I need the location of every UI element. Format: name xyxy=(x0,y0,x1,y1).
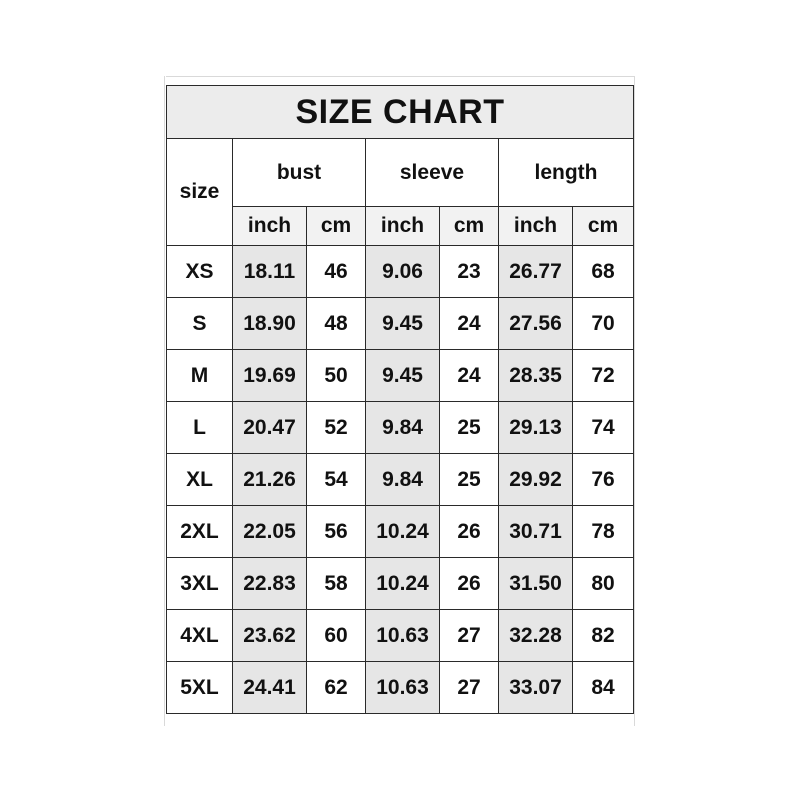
measurement-cell: 82 xyxy=(573,610,634,662)
measurement-cell: 9.45 xyxy=(366,298,440,350)
measurement-cell: 27.56 xyxy=(499,298,573,350)
measurement-cell: 10.24 xyxy=(366,506,440,558)
page-edge-top xyxy=(166,76,634,77)
measurement-cell: 54 xyxy=(307,454,366,506)
size-label: M xyxy=(167,350,233,402)
measurement-cell: 28.35 xyxy=(499,350,573,402)
measurement-cell: 29.13 xyxy=(499,402,573,454)
measurement-cell: 29.92 xyxy=(499,454,573,506)
size-label: 2XL xyxy=(167,506,233,558)
measurement-cell: 19.69 xyxy=(233,350,307,402)
table-row xyxy=(167,506,634,558)
measurement-cell: 9.45 xyxy=(366,350,440,402)
measurement-cell: 22.05 xyxy=(233,506,307,558)
unit-header: cm xyxy=(573,207,634,246)
measurement-cell: 30.71 xyxy=(499,506,573,558)
measurement-cell: 9.84 xyxy=(366,454,440,506)
measurement-cell: 23 xyxy=(440,246,499,298)
group-header-sleeve: sleeve xyxy=(366,139,499,207)
measurement-cell: 58 xyxy=(307,558,366,610)
measurement-cell: 50 xyxy=(307,350,366,402)
measurement-cell: 74 xyxy=(573,402,634,454)
measurement-cell: 25 xyxy=(440,402,499,454)
measurement-cell: 27 xyxy=(440,662,499,714)
size-label: XS xyxy=(167,246,233,298)
table-row xyxy=(167,402,634,454)
size-label: S xyxy=(167,298,233,350)
table-row xyxy=(167,298,634,350)
measurement-cell: 72 xyxy=(573,350,634,402)
size-label: 4XL xyxy=(167,610,233,662)
measurement-cell: 9.06 xyxy=(366,246,440,298)
measurement-cell: 32.28 xyxy=(499,610,573,662)
measurement-cell: 20.47 xyxy=(233,402,307,454)
measurement-cell: 25 xyxy=(440,454,499,506)
measurement-cell: 10.63 xyxy=(366,662,440,714)
unit-header: inch xyxy=(499,207,573,246)
table-row xyxy=(167,558,634,610)
measurement-cell: 84 xyxy=(573,662,634,714)
measurement-cell: 26 xyxy=(440,506,499,558)
table-row xyxy=(167,662,634,714)
measurement-cell: 24 xyxy=(440,298,499,350)
measurement-cell: 68 xyxy=(573,246,634,298)
measurement-cell: 60 xyxy=(307,610,366,662)
size-label: L xyxy=(167,402,233,454)
group-header-length: length xyxy=(499,139,634,207)
size-label: XL xyxy=(167,454,233,506)
size-column-header: size xyxy=(167,139,233,246)
page-edge-right xyxy=(634,76,635,726)
chart-title: SIZE CHART xyxy=(167,86,634,139)
measurement-cell: 23.62 xyxy=(233,610,307,662)
size-label: 5XL xyxy=(167,662,233,714)
measurement-cell: 48 xyxy=(307,298,366,350)
group-header-bust: bust xyxy=(233,139,366,207)
measurement-cell: 22.83 xyxy=(233,558,307,610)
measurement-cell: 21.26 xyxy=(233,454,307,506)
measurement-cell: 24 xyxy=(440,350,499,402)
measurement-cell: 26.77 xyxy=(499,246,573,298)
measurement-cell: 46 xyxy=(307,246,366,298)
measurement-cell: 31.50 xyxy=(499,558,573,610)
table-row xyxy=(167,350,634,402)
measurement-cell: 78 xyxy=(573,506,634,558)
measurement-cell: 18.90 xyxy=(233,298,307,350)
unit-header: cm xyxy=(440,207,499,246)
measurement-cell: 33.07 xyxy=(499,662,573,714)
measurement-cell: 80 xyxy=(573,558,634,610)
table-row xyxy=(167,454,634,506)
measurement-cell: 56 xyxy=(307,506,366,558)
measurement-cell: 62 xyxy=(307,662,366,714)
size-chart-table xyxy=(166,85,634,714)
measurement-cell: 9.84 xyxy=(366,402,440,454)
page-edge-left xyxy=(164,76,165,726)
measurement-cell: 70 xyxy=(573,298,634,350)
measurement-cell: 18.11 xyxy=(233,246,307,298)
measurement-cell: 24.41 xyxy=(233,662,307,714)
measurement-cell: 10.24 xyxy=(366,558,440,610)
unit-header: cm xyxy=(307,207,366,246)
table-row xyxy=(167,246,634,298)
measurement-cell: 52 xyxy=(307,402,366,454)
measurement-cell: 27 xyxy=(440,610,499,662)
table-row xyxy=(167,610,634,662)
measurement-cell: 26 xyxy=(440,558,499,610)
unit-header: inch xyxy=(366,207,440,246)
measurement-cell: 10.63 xyxy=(366,610,440,662)
size-label: 3XL xyxy=(167,558,233,610)
measurement-cell: 76 xyxy=(573,454,634,506)
unit-header: inch xyxy=(233,207,307,246)
